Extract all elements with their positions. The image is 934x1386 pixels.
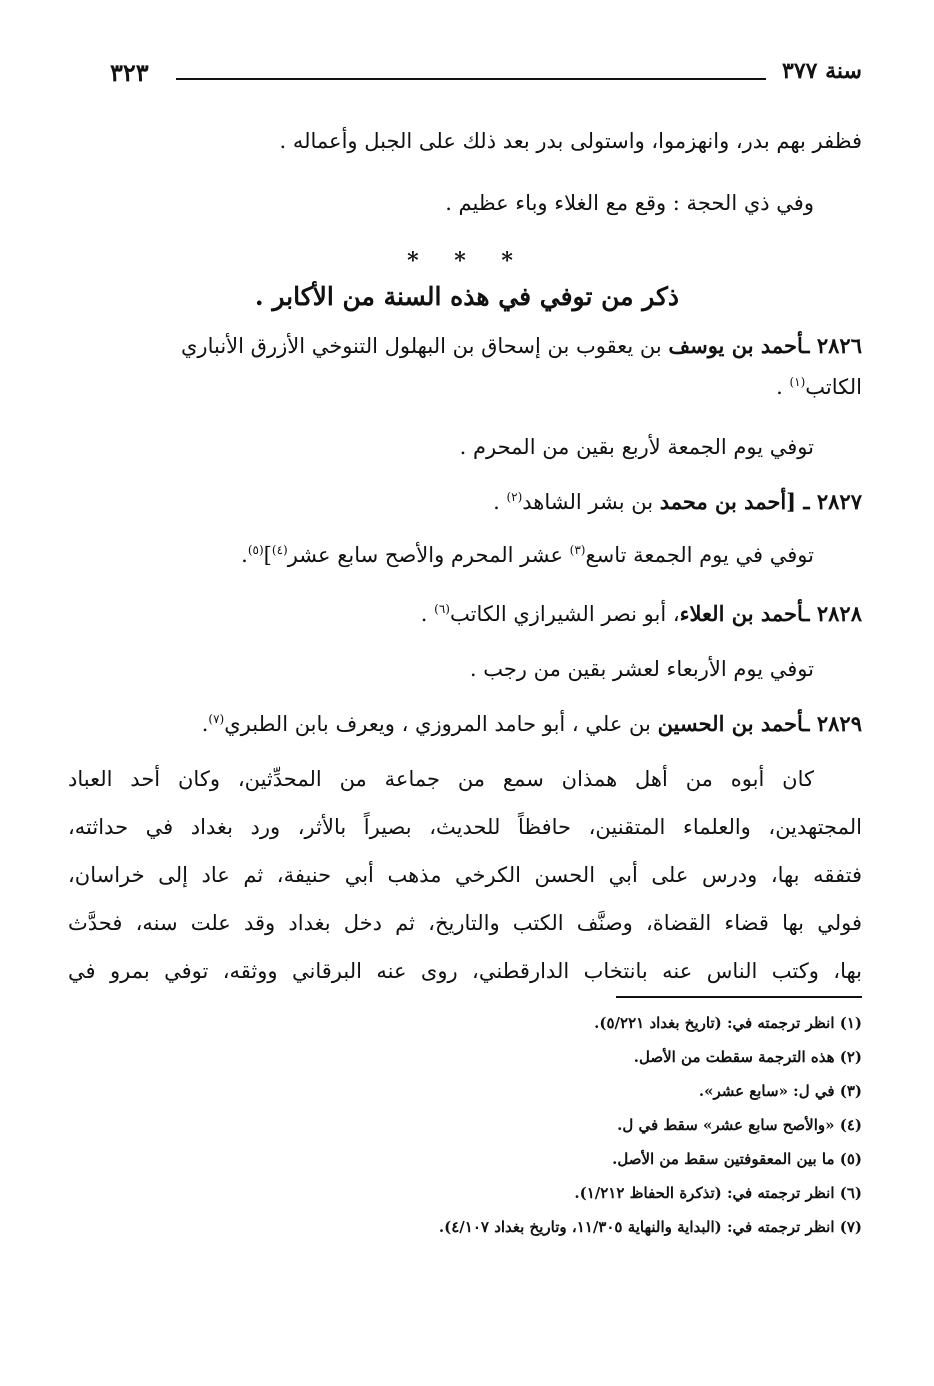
header-year: سنة ٣٧٧ <box>782 58 862 84</box>
entry-body <box>241 542 814 569</box>
entry-name: أحمد بن يوسف <box>668 333 804 358</box>
entry-number: ٢٨٢٩ ـ <box>803 711 862 736</box>
footnote-separator <box>616 996 862 998</box>
section-heading: ذكر من توفي في هذه السنة من الأكابر . <box>254 282 680 311</box>
punctuation: . <box>420 602 435 626</box>
footnote-ref: (٣) <box>569 543 586 557</box>
page-number: ٣٢٣ <box>110 58 149 87</box>
entry-body-line: كان أبوه من أهل همذان سمع من جماعة من المحدِّثين، وكان أحد العباد <box>68 767 814 791</box>
entry-number: ٢٨٢٧ ـ [ <box>786 489 862 514</box>
footnote: (٢) هذه الترجمة سقطت من الأصل. <box>633 1048 862 1066</box>
punctuation: . <box>201 712 209 736</box>
footnote: (٦) انظر ترجمته في: (تذكرة الحفاظ ١/٢١٢). <box>574 1184 862 1202</box>
footnote-ref: (٥) <box>247 543 264 557</box>
footnote-ref: (٧) <box>208 712 225 726</box>
entry-lineage: ، أبو نصر الشيرازي الكاتب <box>449 602 680 626</box>
text-line: فظفر بهم بدر، وانهزموا، واستولى بدر بعد ذلك على الجبل وأعماله . <box>279 129 862 153</box>
entry-heading <box>202 710 862 738</box>
running-header <box>110 58 862 98</box>
footnote: (٥) ما بين المعقوفتين سقط من الأصل. <box>612 1150 862 1168</box>
text-line: وفي ذي الحجة : وقع مع الغلاء وباء عظيم . <box>445 191 814 215</box>
footnote-ref: (٤) <box>271 543 288 557</box>
entry-lineage: بن يعقوب بن إسحاق بن البهلول التنوخي الأزرق الأنباري <box>181 334 669 358</box>
entry-body: توفي يوم الأربعاء لعشر بقين من رجب . <box>469 657 814 681</box>
entry-number: ٢٨٢٦ ـ <box>803 333 862 358</box>
entry-heading <box>181 332 862 360</box>
entry-body-line: بها، وكتب الناس عنه بانتخاب الدارقطني، روى عنه البرقاني ووثقه، توفي بمرو في <box>68 959 862 983</box>
footnote: (٧) انظر ترجمته في: (البداية والنهاية ١١/٣٠٥، وتاريخ بغداد ٤/١٠٧). <box>438 1218 862 1236</box>
punctuation: . <box>493 490 507 514</box>
footnote: (١) انظر ترجمته في: (تاريخ بغداد ٥/٢٢١). <box>594 1014 862 1032</box>
entry-body-line: المجتهدين، والعلماء المتقنين، حافظاً للحديث، بصيراً بالأثر، ورد بغداد في حداثته، <box>68 815 862 839</box>
body-text: توفي في يوم الجمعة تاسع <box>585 543 814 567</box>
punctuation: . <box>241 543 248 567</box>
bracket: ] <box>263 543 272 567</box>
entry-heading-cont <box>776 374 862 401</box>
entry-body: توفي يوم الجمعة لأربع بقين من المحرم . <box>459 435 814 459</box>
section-separator: * * * <box>407 248 527 274</box>
header-rule <box>176 78 766 80</box>
footnote: (٤) «والأصح سابع عشر» سقط في ل. <box>617 1116 862 1134</box>
entry-number: ٢٨٢٨ ـ <box>803 601 862 626</box>
entry-lineage: بن بشر الشاهد <box>522 490 660 514</box>
body-text: عشر المحرم والأصح سابع عشر <box>287 543 570 567</box>
entry-name: أحمد بن العلاء <box>679 601 804 626</box>
entry-heading <box>421 600 862 628</box>
entry-body-line: فتفقه بها، ودرس على أبي الحسن الكرخي مذهب أبي حنيفة، ثم عاد إلى خراسان، <box>68 863 862 887</box>
footnote-ref: (٦) <box>434 602 450 616</box>
entry-lineage: بن علي ، أبو حامد المروزي ، ويعرف بابن الطبري <box>224 712 658 736</box>
punctuation: . <box>776 375 790 399</box>
footnote-ref: (٢) <box>506 490 523 504</box>
footnote: (٣) في ل: «سابع عشر». <box>698 1082 862 1100</box>
entry-name: أحمد بن محمد <box>659 489 787 514</box>
entry-title: الكاتب <box>805 375 862 399</box>
entry-body-line: فولي بها قضاء القضاة، وصنَّف الكتب والتاريخ، ثم دخل بغداد وقد علت سنه، فحدَّث <box>68 911 862 935</box>
entry-heading <box>493 488 862 516</box>
entry-name: أحمد بن الحسين <box>657 711 804 736</box>
footnote-ref: (١) <box>789 375 806 389</box>
